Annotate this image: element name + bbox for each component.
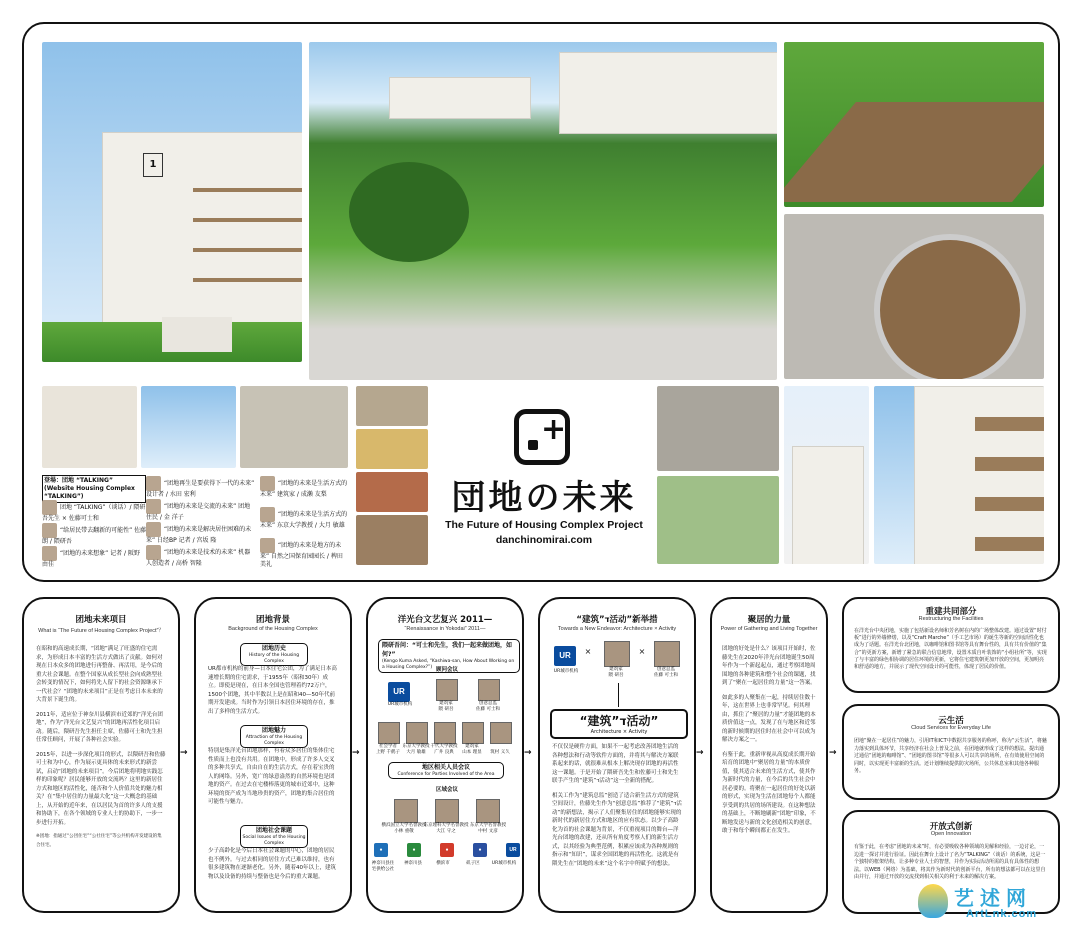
column-title: 洋光台文艺复兴 2011— xyxy=(397,615,493,625)
box-subtitle: Open Innovation xyxy=(930,831,972,837)
member-item[interactable]: “团地的未来是解决居住困难的未来” 日经BP 记者 / 宫坂 隆 xyxy=(146,522,256,545)
photo-market xyxy=(356,429,428,469)
architecture-activity-box: “建筑”ד活动” Architecture × Activity xyxy=(550,709,688,739)
member-item[interactable]: “团地再生是要获得下一代的未来” 设计者 / 水田 宏利 xyxy=(146,476,256,499)
flow-arrow-icon: → xyxy=(524,748,532,758)
region-org-logos: ● ● ● ● UR xyxy=(374,843,520,859)
box-cloud-life xyxy=(842,704,1060,800)
section-label-history: 团地历史 History of the Housing Complex xyxy=(240,643,308,666)
person-info: 建筑家 隈 研吾 xyxy=(608,667,624,678)
box-subtitle: Restructuring the Facilities xyxy=(918,616,984,622)
member-item[interactable]: “团地的未来是生活方式的未来” 建筑家 / 成濑 友梨 xyxy=(260,476,350,499)
box-body: 团地“聚在一起居住”的魅力，引用IT和ICT中数据共享服务的称呼，称为“云生活”，将魅力落实到具体环节，共享经济在社会上普及之前，在团地就形成了这样的想法。提出通过通信“团地的咖啡馆”、“团地的图书馆”等很多人可以共享的场所，在有效使用空间的同时，以实现更丰富新的生活。还计划继续提供防灾场所，公共休息室和其他各种服务。 xyxy=(854,738,1047,774)
committee-photo xyxy=(406,722,428,744)
top-panel xyxy=(22,22,1060,582)
photo-white-building xyxy=(784,386,869,564)
times-icon: × xyxy=(584,647,592,656)
question-box: 隈研吾问：“可士和先生，我们一起来做团地，如何?” (Kengo Kuma Asked, “Kashiwa-san, How About Working on a Housing Complex?”) xyxy=(378,639,520,673)
region-photo xyxy=(394,799,418,823)
section-body-history: UR都市机构的前身—日本住宅公团，为了满足日本高速增长期的住宅需求，于1955年（昭和30年）成立。即使是现在，在日本全国也管理着约72万户，1500个团地，其中半数以上是在昭和40—50年代前期开发建成。当时作为引领日本居住环境的存在，推出了多样的生活方式。 xyxy=(208,666,337,715)
column-title: 聚居的力量 xyxy=(747,615,791,625)
member-item[interactable]: “团地的未来是技术的未来” 机器人创造者 / 高桥 智隆 xyxy=(146,545,256,568)
region-person: 东京大学名誉教授 中村 文彦 xyxy=(470,823,506,834)
danchi-logo-icon xyxy=(514,409,570,465)
column-subtitle: What is “The Future of Housing Complex Project”？ xyxy=(38,628,164,634)
photo-balconies xyxy=(42,386,137,468)
photo-spiral-bench xyxy=(784,214,1044,379)
region-org: 神奈川县住宅供给公社 xyxy=(371,861,395,872)
advisor-photo xyxy=(436,679,458,701)
committee-photo xyxy=(378,722,400,744)
member-item[interactable]: 团地 “TALKING”（谈话）/ 隈研吾先生 × 佐藤可士和 xyxy=(42,500,147,523)
committee-person: 筑村 义久 xyxy=(490,750,510,755)
section-body-attraction: 特别是集洋光台团地那样，有着众多居住的集体住宅性质而上也没有共用。在团地中，形成了许多人交叉的多种共享式，自由自在的生活方式，存在着宝贵的人的网络。另外，宽广的绿意盎然的自然环境也是团地的资产。在过去在宅楼棒落更的城市近郊中，这种环境的资产成为当地珍贵的资产，团地的集合居住的可能性与魅力。 xyxy=(208,748,335,805)
box-subtitle: Cloud Services for Everyday Life xyxy=(911,725,991,731)
flow-arrow-icon: → xyxy=(829,748,837,758)
column-subtitle: Background of the Housing Complex xyxy=(228,626,318,632)
flow-arrow-icon: → xyxy=(696,748,704,758)
box-body: 在洋光台中央团地，实施了包括新设名师和芳名树在内的广场整体改建。通过设置“时付板”进行的外墙修缮，以及“Craft Marche”（手工艺市场）的诞生等新的空间活性化也成为了话题。在洋光台北团地，以咖啡馆和图书馆等具有舞台性的，具有共有价值的“集合”的更新方案，新增了紧急的联合信息地带，设置木质自叶装饰的“小组社所”等，实现了与丰富的绿色相协调的居住环境的更新，它将住宅建筑朝更加开放的空间，更加明亮和舒适的地方，并展示了现代空间设计的可能性，体现了居民的价值。 xyxy=(854,628,1047,671)
photo-renovated-building xyxy=(141,386,236,468)
committee-person: 社会学者 上野 千鹤子 xyxy=(376,744,400,755)
advisor-name: 佐藤 可士和 xyxy=(476,707,500,712)
logo-jp-title: 団地の未来 xyxy=(451,478,637,518)
column-gathering xyxy=(710,597,828,913)
committee-photo xyxy=(462,722,484,744)
advisory-label: 顾问会议 xyxy=(435,667,458,673)
column-title: “建筑”ד活动”新举措 xyxy=(576,615,658,625)
photo-workshop xyxy=(356,386,428,426)
column-renaissance xyxy=(366,597,524,913)
member-item[interactable]: “团地的未来是生活方式的未来” 东京大学教授 / 大月 敏雄 xyxy=(260,507,350,530)
photo-gathering xyxy=(356,472,428,512)
region-org: 矶子区 xyxy=(466,861,480,866)
connector-line xyxy=(618,683,619,707)
photo-plaza-steps xyxy=(657,386,779,471)
column-background xyxy=(194,597,352,913)
column-title: 团地背景 xyxy=(255,615,290,625)
committee-person: 东京大学教授 大月 敏雄 xyxy=(402,744,430,755)
person-info: 创意总监 佐藤 可士和 xyxy=(654,667,678,678)
column-project xyxy=(22,597,180,913)
photo-event-crowd xyxy=(240,386,348,468)
advisor-org: UR城市机构 xyxy=(387,702,413,707)
ur-label: UR城市机构 xyxy=(553,669,579,674)
region-person: 东京理科大学名誉教授 大江 守之 xyxy=(423,823,469,834)
logo-url[interactable]: danchinomirai.com xyxy=(495,534,593,546)
watermark-en: ArtLnk.com xyxy=(966,908,1038,920)
ur-logo-icon: UR xyxy=(554,643,576,666)
watermark xyxy=(918,880,1068,924)
column-architecture-activity xyxy=(538,597,696,913)
member-item[interactable]: “团地的未来是交流的未来” 团地住民 / 金 洋子 xyxy=(146,499,256,522)
box-title: 重建共同部分 xyxy=(925,607,977,617)
column-subtitle: Power of Gathering and Living Together xyxy=(720,626,818,632)
box-restructuring xyxy=(842,597,1060,693)
photo-group xyxy=(356,515,428,565)
column-subtitle: Towards a New Endeavor: Architecture × Activity xyxy=(557,626,677,632)
region-org: UR城市机构 xyxy=(491,861,517,866)
photo-building-entrance: 1 xyxy=(42,42,302,362)
committee-person: 建筑家 山本 理显 xyxy=(462,744,482,755)
region-org: 横滨市 xyxy=(436,861,450,866)
ur-logo-icon: UR xyxy=(388,679,410,702)
flow-arrow-icon: → xyxy=(352,748,360,758)
region-org: 神奈川县 xyxy=(404,861,422,866)
column-body: 团地的好处是什么？该项目开始时，佐藤先生在2020年洋光台团地诞生50周年作为一个新起起点，通过考察团地周围地的各种建筑和整个社会的课题，找到了“聚在一起居住的力量”这一答案。 如此多的人聚集在一起，持续居住数十年，这在世界上也非常罕见。何其理由，抓住了“聚居的力量”才能团地的本质价值这一点，发现了在与地区和近邻的新时候期的居住时在社会中可以成为解决方案之一。 有鉴于此，重新审视从高度成长期开始培育的团地中“聚居的力量”的本质价值，使其适合未来的生活方式，使其作为新时代的力量，在今后的共生社会中居必要的。将聚在一起居住的好处以新的形式，实现为生活在团地每个人都能享受到的共居的场所建设。在这种想法的基础上，不断地刷新“团地”印象，不断地发送与新的文化创造相关的创意，敢于和每个瞬间都正在发生。 xyxy=(722,646,816,834)
logo-en-title: The Future of Housing Complex Project xyxy=(445,519,643,531)
committee-photo xyxy=(434,722,456,744)
box-title: 云生活 xyxy=(938,716,964,726)
column-body: 不仅仅是硬件方面，如果不一起考虑改善团地生活的各种想法和行动等软件方面的，并将其与解决方案联系起来的话，就很难从根本上解决现存团地的再活性这一课题。于是开始了隈研吾先生和佐藤可士和先生联手产生的“建筑”ד活动”这一全新的搭配。 相关工作为“建筑总监”创造了适合新生活方式的建筑空间设计，佐藤先生作为“创意总监”推荐了“建筑”ד活动”的新想法，揭示了人们聚集居住的团地能够实现的新时代的新居住方式和地区的应有状态。以少子高龄化为首的社会课题为背景，不仅重视项目的舞台—洋光台团地的改建，还从所有角度考察人们的新生活方式，以其经验为典型范例，积累应该成为各种规则的指示和“知识”，谋求全国团地的再活性化。这就是有隈先生在“团地的未来”这个名字中所赋予的想法。 xyxy=(552,744,682,867)
region-photo xyxy=(435,799,459,823)
box-title: 开放式创新 xyxy=(929,822,973,832)
region-photo xyxy=(476,799,500,823)
advisor-photo xyxy=(478,679,500,701)
region-person: 横浜国立大学名誉教授 小林 重敬 xyxy=(381,823,427,834)
advisor-name: 隈 研吾 xyxy=(438,707,454,712)
photo-cafe-terrace xyxy=(657,476,779,564)
box-body: 有鉴于此，在考虑“团地的未来”时，有必要吸收各种领域的见解和经验，一边讨论，一边进一探讨并进行验证。因此在舞台上设计了名为“TALKING”（谈话）的系统，这是一个独特的框架结构，让多种专业人士的智慧，并作为实际活动所需的具有具体性的想法。以WEB（网络）为基础，将其作为新时代的创新平台，所有的想法都可以在这里自由并行，并通过开放的交流找到相关相关的利于未来的解决方案。 xyxy=(854,844,1046,880)
photo-wood-balconies xyxy=(874,386,1044,564)
times-icon: × xyxy=(638,647,646,656)
member-item[interactable]: “团地的未来想象” 记者 / 阪野 由佳 xyxy=(42,546,147,569)
watermark-cn: 艺述网 xyxy=(954,886,1032,910)
advisor-title: 创意总监 xyxy=(479,701,497,706)
flow-arrow-icon: → xyxy=(180,748,188,758)
photo-wooden-deck xyxy=(784,42,1044,207)
section-label-issues: 团地社会课题 Social Issues of the Housing Complex xyxy=(240,825,308,848)
committee-label: 地区相关人员会议 Conference for Parties Involved of the Area xyxy=(388,762,504,779)
column-subtitle: “Renaissance in Yokodai” 2011— xyxy=(404,626,486,632)
member-item[interactable]: “给居民带去翻新的可能性” 佐藤朗 / 隈研吾 xyxy=(42,523,147,546)
column-title: 团地未来项目 xyxy=(75,615,127,625)
committee-person: 千代大学教授 广井 良典 xyxy=(430,744,458,755)
region-label: 区域会议 xyxy=(435,787,458,793)
committee-photo xyxy=(490,722,512,744)
person-photo xyxy=(604,641,630,667)
section-label-attraction: 团地魅力 Attraction of the Housing Complex xyxy=(240,725,308,748)
photo-central-lawn xyxy=(309,42,777,380)
members-heading: 登場：団地 “TALKING” (Website Housing Complex “TALKING”) xyxy=(42,475,146,503)
watermark-logo-icon xyxy=(918,884,948,918)
column-body: 在昭和的高速成长期，“团地”满足了旺盛的住宅需求，为形成日本丰富的生活方式做出了贡献。如何对现在日本众多的团地进行再整备、再活用，是今后的重大社会课题。在整个国家从成长型社会向成熟型社会转变的情况下，如何将先人留下的社会资源继承下一代社会？“团地的未来项目”正是在考虑日本未来的大背景下诞生的。 2011年，适应位于神奈川县横滨市近郊的“洋光台团地”，作为“洋光台文艺复兴”的团地再活性化项目启动。随后，隈研吾先生担任主席，佐藤可士和先生担任常任顾问，开展了各种社会实验。 2015年，以进一步深化项目的形式，以隈研吾和佐藤可士和为中心，作为展示更具体的未来形式的新尝试，启动“团地的未来项目”。今后团地将明地实践怎样的印象呢？居民能够开放的交流吗？这里的新居住方式和地区的活性化，能否和个人价值共处的魅力相关？在“集中居住的力量最大化”这一大概念的基础上，从开始的近年来，在以居民为首的许多人的支援和协助下，在各个领域的专业人士的协助下，一步一步进行开拓。 ※团地：指通过“公団住宅”“公社住宅”等公共机构开发建设的集合住宅。 xyxy=(36,646,166,848)
member-item[interactable]: “团地的未来是地方的未来” 自然之国保育园园长 / 稗田 美礼 xyxy=(260,538,350,569)
person-photo xyxy=(654,641,680,667)
advisor-title: 建筑家 xyxy=(439,701,453,706)
section-body-issues: 少子高龄化是今后日本社会课题的中心，团地的居民也不例外。与过去相同的居住方式已难以维持，也有很多建筑物在逐渐老化。另外，随着40年以上，建筑物以及设备的持续与整备也是今后的重大课题。 xyxy=(208,848,337,880)
